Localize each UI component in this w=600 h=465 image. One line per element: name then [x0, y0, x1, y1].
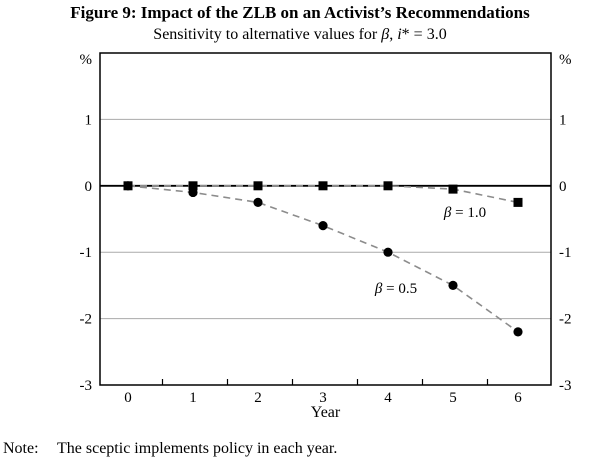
x-tick-label: 6 [514, 390, 522, 406]
y-axis-unit-left: % [79, 52, 92, 68]
figure-title: Figure 9: Impact of the ZLB on an Activist’s Recommendations [70, 3, 530, 22]
marker-circle [513, 327, 522, 336]
y-tick-label-right: 0 [559, 178, 567, 195]
series-label-beta-0.5: β = 0.5 [374, 281, 418, 297]
marker-circle [448, 281, 457, 290]
y-tick-label-right: -3 [559, 378, 572, 394]
note-text: The sceptic implements policy in each year. [57, 440, 338, 457]
y-tick-label-right: -2 [559, 311, 572, 328]
marker-square [449, 185, 458, 194]
series-label-beta-1.0: β = 1.0 [443, 205, 487, 221]
marker-circle [123, 181, 132, 190]
marker-square [384, 181, 393, 190]
x-tick-label: 2 [254, 390, 262, 406]
y-tick-label-right: 1 [559, 112, 567, 129]
x-tick-label: 1 [189, 390, 197, 406]
beta-symbol: β [381, 26, 390, 43]
y-tick-label-left: -1 [79, 245, 92, 262]
marker-square [254, 181, 263, 190]
x-tick-label: 5 [449, 390, 457, 406]
marker-circle [383, 248, 392, 257]
y-axis-unit-right: % [559, 52, 572, 68]
marker-square [319, 181, 328, 190]
x-tick-label: 3 [319, 390, 327, 406]
i-star-symbol: i [397, 26, 402, 43]
subtitle-value: * = 3.0 [401, 26, 447, 43]
x-axis-title: Year [310, 404, 341, 421]
x-tick-label: 4 [384, 390, 392, 406]
y-tick-label-left: 0 [84, 178, 92, 195]
y-tick-label-right: -1 [559, 245, 572, 262]
x-tick-label: 0 [124, 390, 132, 406]
y-tick-label-left: -2 [79, 311, 92, 328]
subtitle-comma: , [389, 26, 398, 43]
marker-square [514, 198, 523, 207]
subtitle-text: Sensitivity to alternative values for [153, 26, 382, 43]
marker-circle [318, 221, 327, 230]
note-label: Note: [3, 440, 39, 457]
marker-circle [188, 188, 197, 197]
y-tick-label-left: -3 [79, 378, 92, 394]
y-tick-label-left: 1 [84, 112, 92, 129]
marker-circle [253, 198, 262, 207]
